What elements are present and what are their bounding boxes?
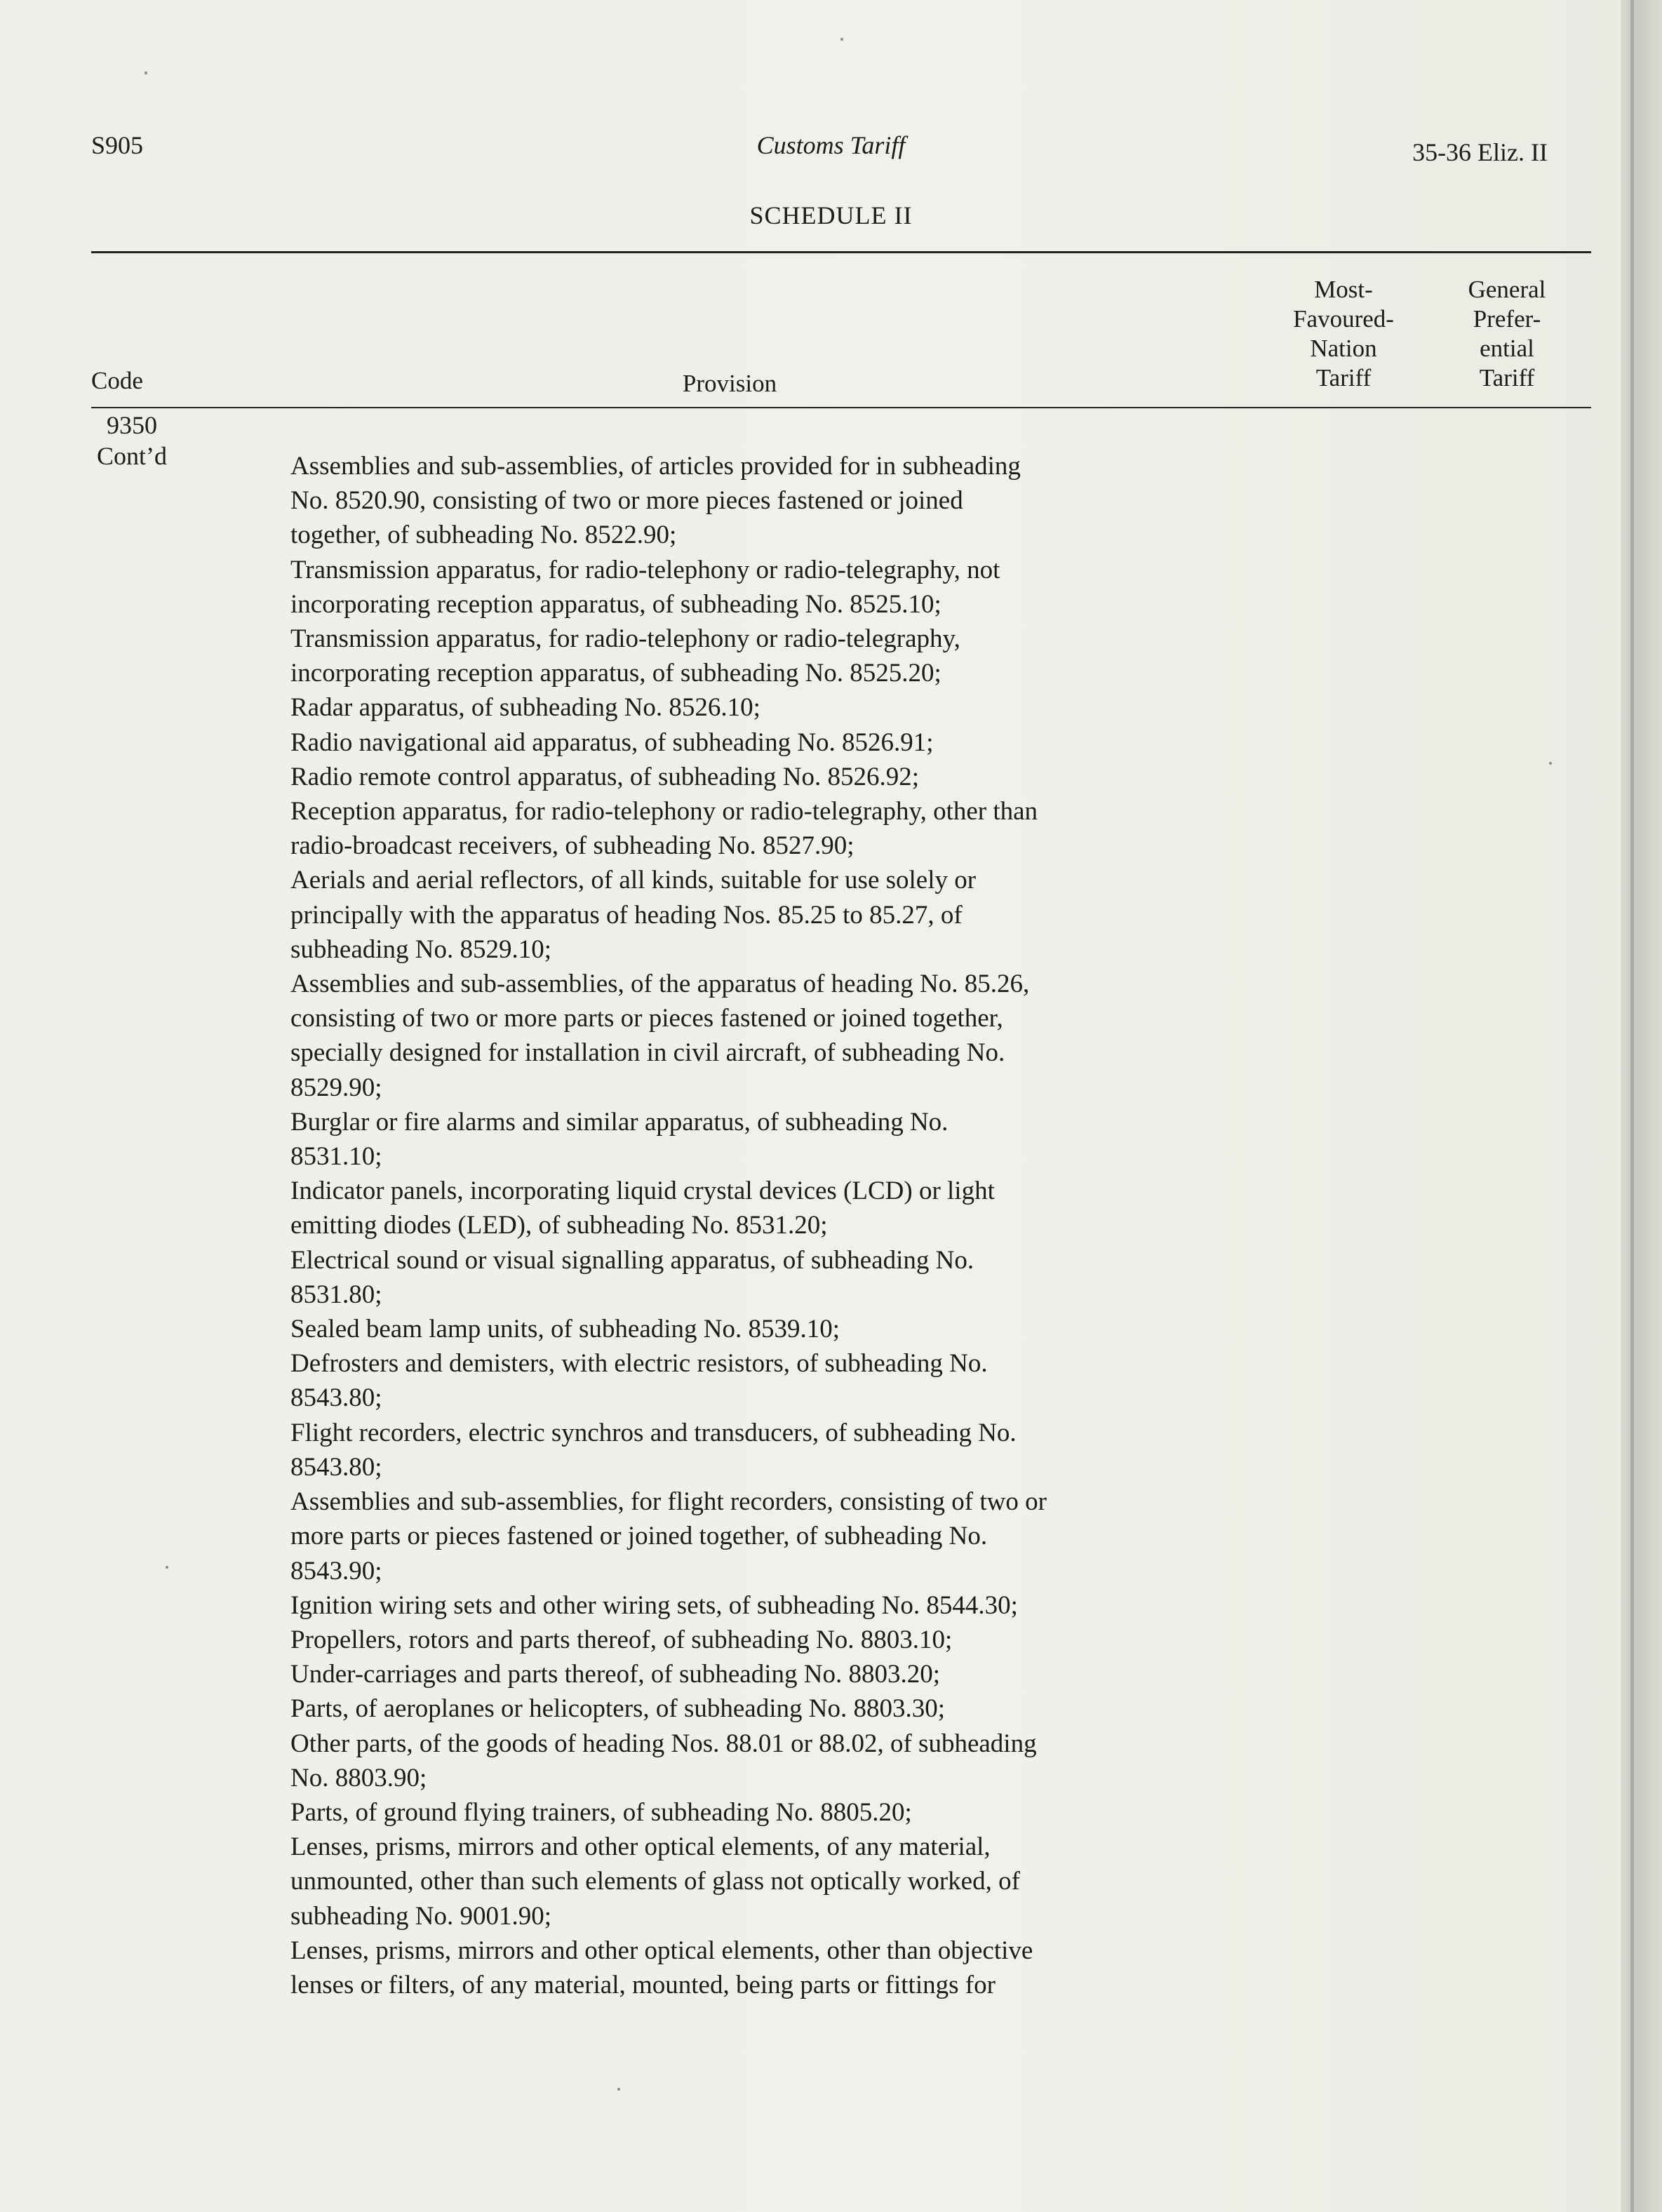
- provision-line: Transmission apparatus, for radio-telephony or radio-telegraphy,: [290, 624, 960, 654]
- provision-line: Assemblies and sub-assemblies, of articles provided for in subheading: [290, 452, 1021, 481]
- provision-line: Indicator panels, incorporating liquid crystal devices (LCD) or light: [290, 1177, 995, 1206]
- provision-line: 8543.90;: [290, 1556, 382, 1586]
- provision-line: 8543.80;: [290, 1383, 382, 1413]
- tariff-code-continued: Cont’d: [97, 442, 168, 470]
- provision-line: Burglar or fire alarms and similar apparatus, of subheading No.: [290, 1107, 949, 1137]
- provision-line: Defrosters and demisters, with electric resistors, of subheading No.: [290, 1349, 988, 1379]
- provision-line: Assemblies and sub-assemblies, for flight recorders, consisting of two or: [290, 1487, 1047, 1517]
- gpt-tariff-column-header: [1430, 275, 1584, 393]
- provision-line: Parts, of ground flying trainers, of subheading No. 8805.20;: [290, 1797, 912, 1827]
- running-title: Customs Tariff: [756, 131, 906, 159]
- tariff-code: 9350: [107, 411, 157, 439]
- code-column-header: Code: [91, 367, 143, 394]
- paper-speck: [145, 72, 147, 74]
- mfn-header-line: Tariff: [1315, 364, 1372, 391]
- mfn-tariff-column-header: [1268, 275, 1419, 393]
- page-binding-edge: [1621, 0, 1662, 2212]
- gpt-header-line: General: [1468, 276, 1546, 303]
- provision-line: Radar apparatus, of subheading No. 8526.10;: [290, 693, 760, 723]
- provision-line: Transmission apparatus, for radio-telephony or radio-telegraphy, not: [290, 555, 1000, 584]
- provision-line: lenses or filters, of any material, mounted, being parts or fittings for: [290, 1970, 996, 1999]
- provision-line: incorporating reception apparatus, of subheading No. 8525.10;: [290, 589, 941, 619]
- schedule-title: SCHEDULE II: [749, 201, 913, 229]
- mfn-header-line: Favoured-: [1293, 305, 1394, 333]
- paper-speck: [166, 1566, 168, 1569]
- provision-line: Radio remote control apparatus, of subheading No. 8526.92;: [290, 762, 920, 791]
- gpt-header-line: Tariff: [1479, 364, 1535, 391]
- provision-text-block: [290, 449, 1259, 2002]
- provision-line: Assemblies and sub-assemblies, of the apparatus of heading No. 85.26,: [290, 970, 1030, 999]
- provision-line: Propellers, rotors and parts thereof, of subheading No. 8803.10;: [290, 1625, 953, 1654]
- provision-line: Under-carriages and parts thereof, of subheading No. 8803.20;: [290, 1660, 941, 1689]
- paper-speck: [840, 38, 843, 41]
- provision-line: incorporating reception apparatus, of subheading No. 8525.20;: [290, 659, 941, 688]
- provision-line: emitting diodes (LED), of subheading No. 8531.20;: [290, 1211, 828, 1240]
- gpt-header-line: ential: [1480, 335, 1534, 362]
- provision-line: principally with the apparatus of heading Nos. 85.25 to 85.27, of: [290, 900, 963, 930]
- mfn-header-line: Most-: [1314, 276, 1373, 303]
- provision-line: Parts, of aeroplanes or helicopters, of subheading No. 8803.30;: [290, 1694, 946, 1724]
- provision-line: 8531.80;: [290, 1280, 382, 1309]
- provision-line: Radio navigational aid apparatus, of subheading No. 8526.91;: [290, 728, 934, 757]
- provision-line: Reception apparatus, for radio-telephony or radio-telegraphy, other than: [290, 797, 1038, 826]
- provision-line: subheading No. 9001.90;: [290, 1901, 552, 1931]
- provision-line: Sealed beam lamp units, of subheading No. 8539.10;: [290, 1315, 840, 1344]
- provision-line: radio-broadcast receivers, of subheading No. 8527.90;: [290, 831, 855, 861]
- provision-column-header: Provision: [682, 370, 777, 397]
- provision-line: specially designed for installation in civil aircraft, of subheading No.: [290, 1038, 1005, 1068]
- paper-speck: [617, 2088, 620, 2091]
- provision-line: Lenses, prisms, mirrors and other optical elements, other than objective: [290, 1936, 1033, 1965]
- provision-line: No. 8803.90;: [290, 1763, 427, 1792]
- provision-line: together, of subheading No. 8522.90;: [290, 521, 677, 550]
- page-number: S905: [91, 131, 144, 159]
- provision-line: Electrical sound or visual signalling apparatus, of subheading No.: [290, 1245, 974, 1275]
- table-header-rule: [91, 407, 1591, 408]
- provision-line: more parts or pieces fastened or joined together, of subheading No.: [290, 1522, 988, 1551]
- provision-line: 8531.10;: [290, 1142, 382, 1172]
- provision-line: No. 8520.90, consisting of two or more pieces fastened or joined: [290, 486, 963, 516]
- provision-line: consisting of two or more parts or pieces fastened or joined together,: [290, 1004, 1003, 1033]
- provision-line: Other parts, of the goods of heading Nos. 88.01 or 88.02, of subheading: [290, 1729, 1037, 1758]
- tariff-code-cell: [97, 410, 167, 471]
- table-top-rule: [91, 251, 1591, 253]
- provision-line: unmounted, other than such elements of glass not optically worked, of: [290, 1867, 1020, 1896]
- provision-line: 8543.80;: [290, 1452, 382, 1482]
- provision-line: Lenses, prisms, mirrors and other optical elements, of any material,: [290, 1832, 991, 1862]
- provision-line: Ignition wiring sets and other wiring sets, of subheading No. 8544.30;: [290, 1590, 1018, 1620]
- paper-speck: [1549, 762, 1552, 765]
- provision-line: Flight recorders, electric synchros and transducers, of subheading No.: [290, 1418, 1017, 1447]
- statute-reference: 35-36 Eliz. II: [1412, 138, 1548, 166]
- gpt-header-line: Prefer-: [1473, 305, 1541, 333]
- provision-line: 8529.90;: [290, 1073, 382, 1102]
- provision-line: subheading No. 8529.10;: [290, 934, 552, 964]
- provision-line: Aerials and aerial reflectors, of all kinds, suitable for use solely or: [290, 866, 977, 895]
- mfn-header-line: Nation: [1310, 335, 1377, 362]
